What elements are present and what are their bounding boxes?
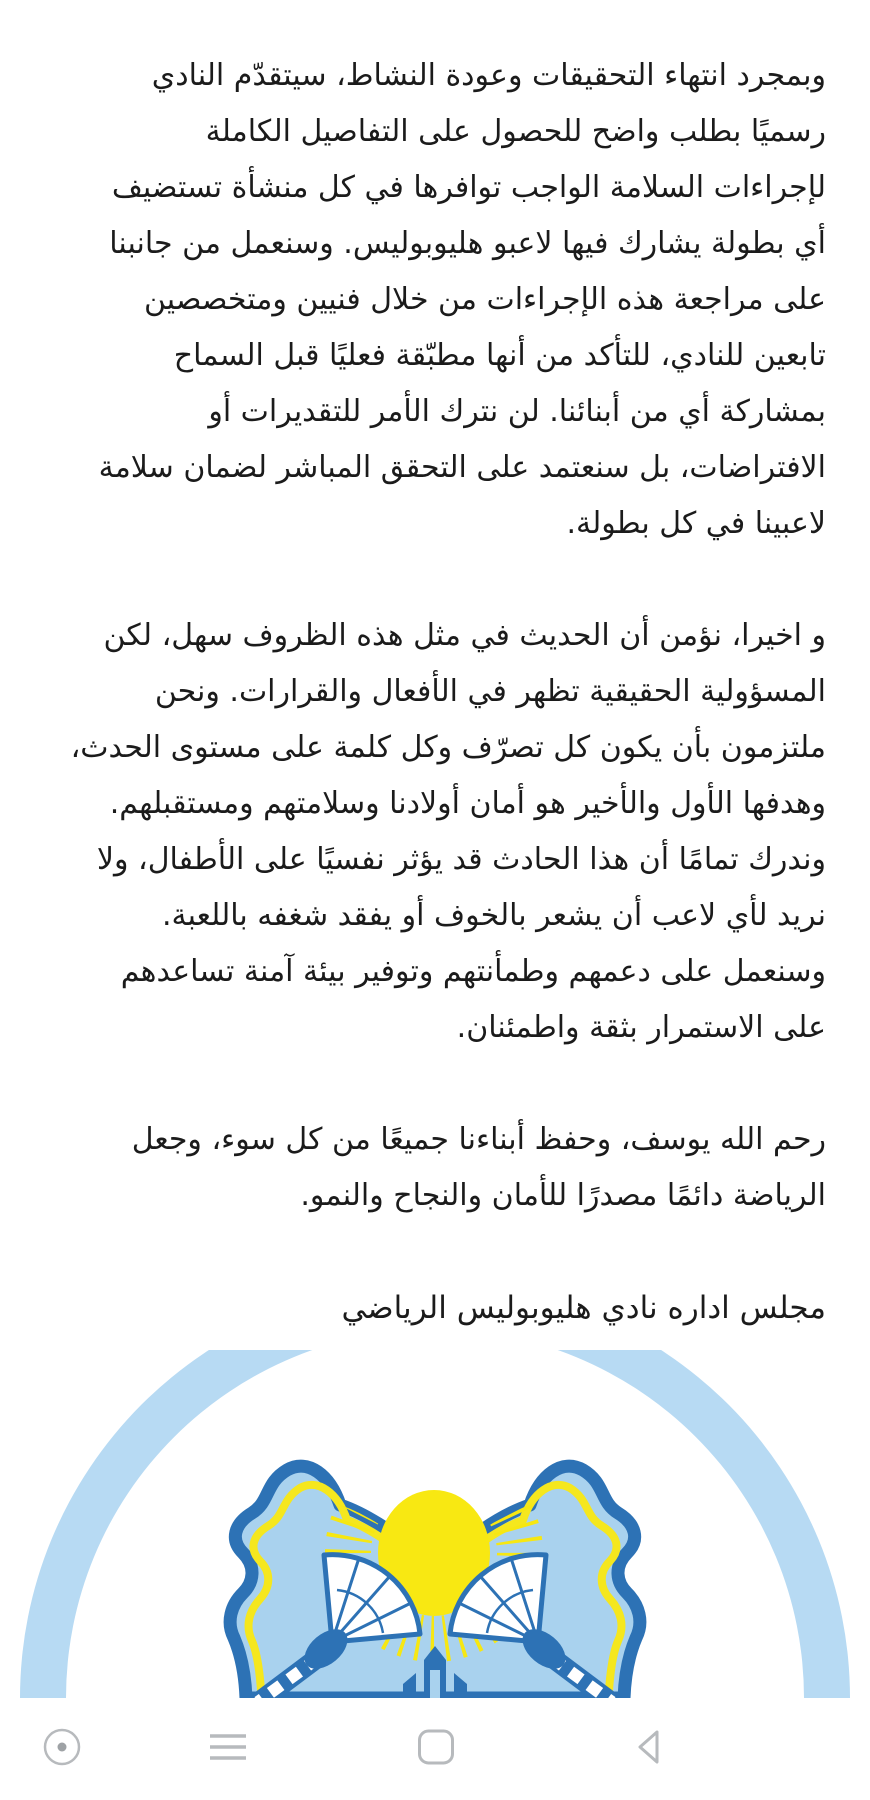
back-icon[interactable] — [628, 1725, 672, 1769]
statement-line: وبمجرد انتهاء التحقيقات وعودة النشاط، سيتقدّم النادي — [151, 58, 826, 93]
statement-line: الرياضة دائمًا مصدرًا للأمان والنجاح والنمو. — [300, 1178, 826, 1213]
statement-line: المسؤولية الحقيقية تظهر في الأفعال والقرارات. ونحن — [154, 674, 826, 709]
statement-line: تابعين للنادي، للتأكد من أنها مطبّقة فعليًا قبل السماح — [173, 338, 826, 373]
statement-line: ملتزمون بأن يكون كل تصرّف وكل كلمة على مستوى الحدث، — [70, 730, 826, 765]
statement-line: وسنعمل على دعمهم وطمأنتهم وتوفير بيئة آمنة تساعدهم — [120, 954, 826, 989]
statement-line: نريد لأي لاعب أن يشعر بالخوف أو يفقد شغفه باللعبة. — [162, 898, 826, 933]
heliopolis-club-logo — [0, 1350, 870, 1698]
statement-line: لإجراءات السلامة الواجب توافرها في كل منشأة تستضيف — [111, 170, 826, 205]
statement-line: رحم الله يوسف، وحفظ أبناءنا جميعًا من كل سوء، وجعل — [131, 1122, 826, 1157]
statement-paragraph — [44, 1112, 826, 1224]
club-crest-icon — [0, 1350, 870, 1698]
statement-line: لاعبينا في كل بطولة. — [566, 506, 826, 541]
statement-line: رسميًا بطلب واضح للحصول على التفاصيل الكاملة — [205, 114, 826, 149]
navigation-bar — [0, 1700, 870, 1800]
statement-line: على الاستمرار بثقة واطمئنان. — [456, 1010, 826, 1045]
statement-paragraph — [44, 608, 826, 1056]
statement-line: وهدفها الأول والأخير هو أمان أولادنا وسلامتهم ومستقبلهم. — [109, 786, 826, 821]
statement-line: الافتراضات، بل سنعتمد على التحقق المباشر لضمان سلامة — [98, 450, 826, 485]
home-icon[interactable] — [414, 1725, 458, 1769]
statement-line: بمشاركة أي من أبنائنا. لن نترك الأمر للتقديرات أو — [208, 394, 826, 429]
menu-icon[interactable] — [206, 1725, 250, 1769]
statement-paragraph — [44, 48, 826, 552]
signature: مجلس اداره نادي هليوبوليس الرياضي — [341, 1290, 826, 1326]
statement-line: أي بطولة يشارك فيها لاعبو هليوبوليس. وسنعمل من جانبنا — [109, 226, 826, 261]
statement-line: و اخيرا، نؤمن أن الحديث في مثل هذه الظروف سهل، لكن — [103, 618, 826, 653]
statement-line: على مراجعة هذه الإجراءات من خلال فنيين ومتخصصين — [143, 282, 826, 317]
assistive-ball-icon[interactable] — [40, 1725, 84, 1769]
statement-line: وندرك تمامًا أن هذا الحادث قد يؤثر نفسيًا على الأطفال، ولا — [96, 842, 826, 877]
